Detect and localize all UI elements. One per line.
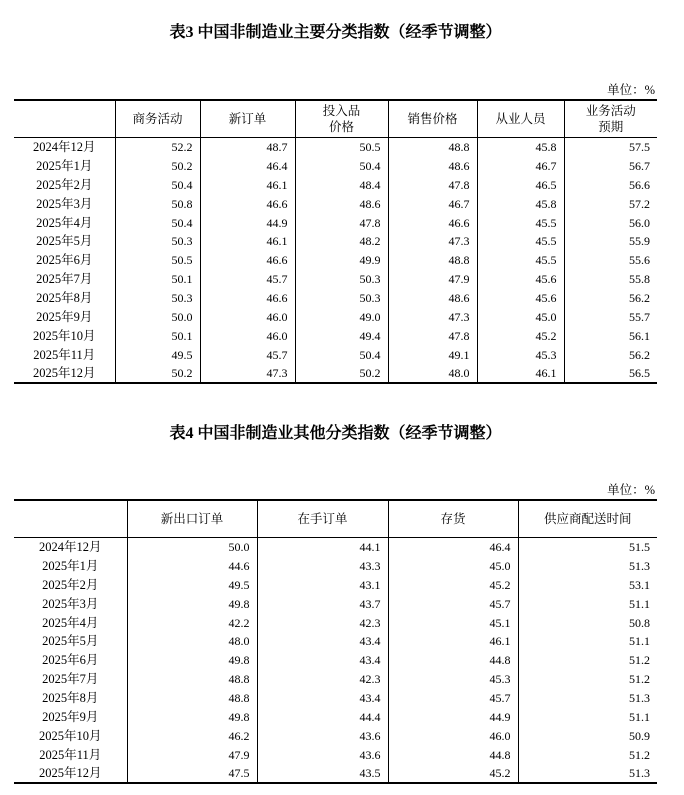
row-period-label: 2025年10月 <box>38 728 102 743</box>
value-cell: 57.5 <box>564 138 657 157</box>
value-cell: 45.0 <box>388 556 518 575</box>
row-period-label: 2025年7月 <box>36 272 93 287</box>
row-period-label: 2025年10月 <box>32 328 96 343</box>
table-4-unit-label: 单位：% <box>607 483 655 497</box>
value-cell: 50.3 <box>115 232 200 251</box>
table-row <box>14 632 657 651</box>
value-cell: 42.3 <box>257 613 388 632</box>
table-row <box>14 364 657 383</box>
value-cell: 51.1 <box>518 594 657 613</box>
value-cell: 43.4 <box>257 651 388 670</box>
value-cell: 48.6 <box>388 156 477 175</box>
table-3 <box>14 99 657 384</box>
table-row <box>14 194 657 213</box>
value-cell: 51.5 <box>518 538 657 557</box>
value-cell: 47.9 <box>388 270 477 289</box>
value-cell: 45.2 <box>388 764 518 783</box>
value-cell: 46.7 <box>388 194 477 213</box>
row-period-label: 2025年2月 <box>42 577 99 592</box>
value-cell: 55.6 <box>564 251 657 270</box>
row-period-label: 2025年9月 <box>42 709 99 724</box>
value-cell: 50.2 <box>115 364 200 383</box>
value-cell: 51.2 <box>518 670 657 689</box>
value-cell: 45.2 <box>477 326 564 345</box>
column-header: 投入品 价格 <box>295 100 388 138</box>
value-cell: 46.4 <box>200 156 295 175</box>
value-cell: 48.8 <box>388 138 477 157</box>
table-3-body <box>14 138 657 384</box>
value-cell: 50.2 <box>295 364 388 383</box>
header-corner-cell <box>14 500 127 538</box>
value-cell: 50.0 <box>115 308 200 327</box>
table-3-unit-label: 单位：% <box>607 83 655 97</box>
row-period-label: 2025年7月 <box>42 672 99 687</box>
column-header: 新出口订单 <box>127 500 257 538</box>
value-cell: 45.2 <box>388 575 518 594</box>
value-cell: 43.3 <box>257 556 388 575</box>
value-cell: 45.6 <box>477 289 564 308</box>
value-cell: 56.5 <box>564 364 657 383</box>
table-3-header <box>14 100 657 138</box>
value-cell: 51.3 <box>518 764 657 783</box>
row-period-label: 2025年12月 <box>38 766 102 781</box>
value-cell: 48.0 <box>127 632 257 651</box>
value-cell: 42.3 <box>257 670 388 689</box>
value-cell: 50.2 <box>115 156 200 175</box>
value-cell: 46.1 <box>388 632 518 651</box>
value-cell: 45.0 <box>477 308 564 327</box>
value-cell: 56.7 <box>564 156 657 175</box>
row-period-label: 2025年1月 <box>36 158 93 173</box>
value-cell: 51.1 <box>518 708 657 727</box>
value-cell: 48.8 <box>127 689 257 708</box>
value-cell: 46.4 <box>388 538 518 557</box>
value-cell: 43.5 <box>257 764 388 783</box>
row-period-label: 2025年5月 <box>36 234 93 249</box>
value-cell: 47.9 <box>127 745 257 764</box>
row-period-label: 2025年8月 <box>42 691 99 706</box>
value-cell: 46.0 <box>200 326 295 345</box>
column-header: 业务活动 预期 <box>564 100 657 138</box>
table-4 <box>14 499 657 784</box>
value-cell: 50.9 <box>518 726 657 745</box>
value-cell: 45.5 <box>477 213 564 232</box>
row-period-label: 2025年11月 <box>39 747 102 762</box>
value-cell: 44.6 <box>127 556 257 575</box>
table-4-body <box>14 538 657 784</box>
value-cell: 47.3 <box>200 364 295 383</box>
table-row <box>14 232 657 251</box>
value-cell: 51.2 <box>518 745 657 764</box>
value-cell: 43.6 <box>257 726 388 745</box>
value-cell: 50.4 <box>295 345 388 364</box>
table-row <box>14 138 657 157</box>
value-cell: 49.8 <box>127 651 257 670</box>
value-cell: 55.7 <box>564 308 657 327</box>
value-cell: 46.5 <box>477 175 564 194</box>
value-cell: 50.5 <box>115 251 200 270</box>
value-cell: 49.1 <box>388 345 477 364</box>
value-cell: 44.8 <box>388 651 518 670</box>
row-period-label: 2025年4月 <box>36 215 93 230</box>
column-header: 在手订单 <box>257 500 388 538</box>
value-cell: 51.1 <box>518 632 657 651</box>
value-cell: 46.1 <box>200 175 295 194</box>
value-cell: 48.0 <box>388 364 477 383</box>
value-cell: 44.8 <box>388 745 518 764</box>
row-period-label: 2025年6月 <box>42 653 99 668</box>
value-cell: 50.4 <box>115 175 200 194</box>
value-cell: 45.3 <box>477 345 564 364</box>
value-cell: 55.9 <box>564 232 657 251</box>
value-cell: 50.3 <box>115 289 200 308</box>
value-cell: 56.1 <box>564 326 657 345</box>
column-header: 新订单 <box>200 100 295 138</box>
row-period-label: 2025年3月 <box>42 596 99 611</box>
value-cell: 45.5 <box>477 251 564 270</box>
row-period-label: 2024年12月 <box>32 140 96 155</box>
value-cell: 49.5 <box>127 575 257 594</box>
value-cell: 46.6 <box>200 194 295 213</box>
value-cell: 45.7 <box>200 345 295 364</box>
header-row <box>14 100 657 138</box>
value-cell: 56.2 <box>564 289 657 308</box>
value-cell: 50.1 <box>115 326 200 345</box>
value-cell: 56.0 <box>564 213 657 232</box>
table-row <box>14 251 657 270</box>
value-cell: 43.4 <box>257 689 388 708</box>
value-cell: 56.2 <box>564 345 657 364</box>
value-cell: 47.8 <box>295 213 388 232</box>
value-cell: 49.8 <box>127 708 257 727</box>
table-row <box>14 726 657 745</box>
value-cell: 56.6 <box>564 175 657 194</box>
row-period-label: 2025年5月 <box>42 634 99 649</box>
value-cell: 45.3 <box>388 670 518 689</box>
value-cell: 45.5 <box>477 232 564 251</box>
value-cell: 49.5 <box>115 345 200 364</box>
table-row <box>14 689 657 708</box>
value-cell: 43.7 <box>257 594 388 613</box>
value-cell: 45.7 <box>388 689 518 708</box>
value-cell: 44.4 <box>257 708 388 727</box>
table-row <box>14 670 657 689</box>
value-cell: 45.7 <box>200 270 295 289</box>
table-row <box>14 213 657 232</box>
value-cell: 45.8 <box>477 138 564 157</box>
table-4-title: 表4 中国非制造业其他分类指数（经季节调整） <box>169 425 502 442</box>
table-3-title: 表3 中国非制造业主要分类指数（经季节调整） <box>169 24 502 41</box>
value-cell: 48.6 <box>295 194 388 213</box>
value-cell: 43.4 <box>257 632 388 651</box>
header-corner-cell <box>14 100 115 138</box>
value-cell: 46.0 <box>200 308 295 327</box>
table-row <box>14 175 657 194</box>
table-row <box>14 326 657 345</box>
value-cell: 48.7 <box>200 138 295 157</box>
value-cell: 49.4 <box>295 326 388 345</box>
value-cell: 50.8 <box>518 613 657 632</box>
table-row <box>14 345 657 364</box>
value-cell: 47.5 <box>127 764 257 783</box>
value-cell: 48.6 <box>388 289 477 308</box>
row-period-label: 2025年2月 <box>36 177 93 192</box>
table-row <box>14 575 657 594</box>
column-header: 存货 <box>388 500 518 538</box>
value-cell: 48.8 <box>388 251 477 270</box>
value-cell: 49.9 <box>295 251 388 270</box>
value-cell: 46.6 <box>388 213 477 232</box>
value-cell: 51.2 <box>518 651 657 670</box>
value-cell: 50.1 <box>115 270 200 289</box>
table-row <box>14 651 657 670</box>
column-header: 供应商配送时间 <box>518 500 657 538</box>
value-cell: 50.4 <box>115 213 200 232</box>
value-cell: 52.2 <box>115 138 200 157</box>
column-header: 从业人员 <box>477 100 564 138</box>
value-cell: 50.8 <box>115 194 200 213</box>
value-cell: 46.2 <box>127 726 257 745</box>
table-row <box>14 556 657 575</box>
value-cell: 49.0 <box>295 308 388 327</box>
value-cell: 50.3 <box>295 289 388 308</box>
value-cell: 44.9 <box>388 708 518 727</box>
value-cell: 46.6 <box>200 251 295 270</box>
row-period-label: 2025年11月 <box>33 347 96 362</box>
value-cell: 43.1 <box>257 575 388 594</box>
value-cell: 51.3 <box>518 556 657 575</box>
row-period-label: 2025年12月 <box>32 366 96 381</box>
value-cell: 45.6 <box>477 270 564 289</box>
table-row <box>14 708 657 727</box>
value-cell: 48.2 <box>295 232 388 251</box>
value-cell: 55.8 <box>564 270 657 289</box>
table-row <box>14 538 657 557</box>
table-row <box>14 289 657 308</box>
value-cell: 45.1 <box>388 613 518 632</box>
value-cell: 50.3 <box>295 270 388 289</box>
table-row <box>14 270 657 289</box>
row-period-label: 2025年1月 <box>42 558 99 573</box>
value-cell: 46.7 <box>477 156 564 175</box>
table-row <box>14 764 657 783</box>
value-cell: 50.4 <box>295 156 388 175</box>
value-cell: 46.0 <box>388 726 518 745</box>
table-row <box>14 308 657 327</box>
row-period-label: 2024年12月 <box>38 540 102 555</box>
header-row <box>14 500 657 538</box>
table-row <box>14 594 657 613</box>
value-cell: 46.1 <box>477 364 564 383</box>
row-period-label: 2025年9月 <box>36 309 93 324</box>
column-header: 商务活动 <box>115 100 200 138</box>
row-period-label: 2025年3月 <box>36 196 93 211</box>
value-cell: 53.1 <box>518 575 657 594</box>
value-cell: 49.8 <box>127 594 257 613</box>
value-cell: 44.1 <box>257 538 388 557</box>
value-cell: 50.0 <box>127 538 257 557</box>
table-row <box>14 156 657 175</box>
row-period-label: 2025年4月 <box>42 615 99 630</box>
value-cell: 42.2 <box>127 613 257 632</box>
value-cell: 47.3 <box>388 308 477 327</box>
value-cell: 47.3 <box>388 232 477 251</box>
value-cell: 46.6 <box>200 289 295 308</box>
value-cell: 44.9 <box>200 213 295 232</box>
value-cell: 43.6 <box>257 745 388 764</box>
value-cell: 51.3 <box>518 689 657 708</box>
value-cell: 47.8 <box>388 326 477 345</box>
column-header: 销售价格 <box>388 100 477 138</box>
row-period-label: 2025年8月 <box>36 291 93 306</box>
table-row <box>14 745 657 764</box>
value-cell: 50.5 <box>295 138 388 157</box>
value-cell: 57.2 <box>564 194 657 213</box>
table-4-header <box>14 500 657 538</box>
value-cell: 45.7 <box>388 594 518 613</box>
value-cell: 47.8 <box>388 175 477 194</box>
value-cell: 48.8 <box>127 670 257 689</box>
value-cell: 45.8 <box>477 194 564 213</box>
value-cell: 46.1 <box>200 232 295 251</box>
value-cell: 48.4 <box>295 175 388 194</box>
row-period-label: 2025年6月 <box>36 253 93 268</box>
table-row <box>14 613 657 632</box>
